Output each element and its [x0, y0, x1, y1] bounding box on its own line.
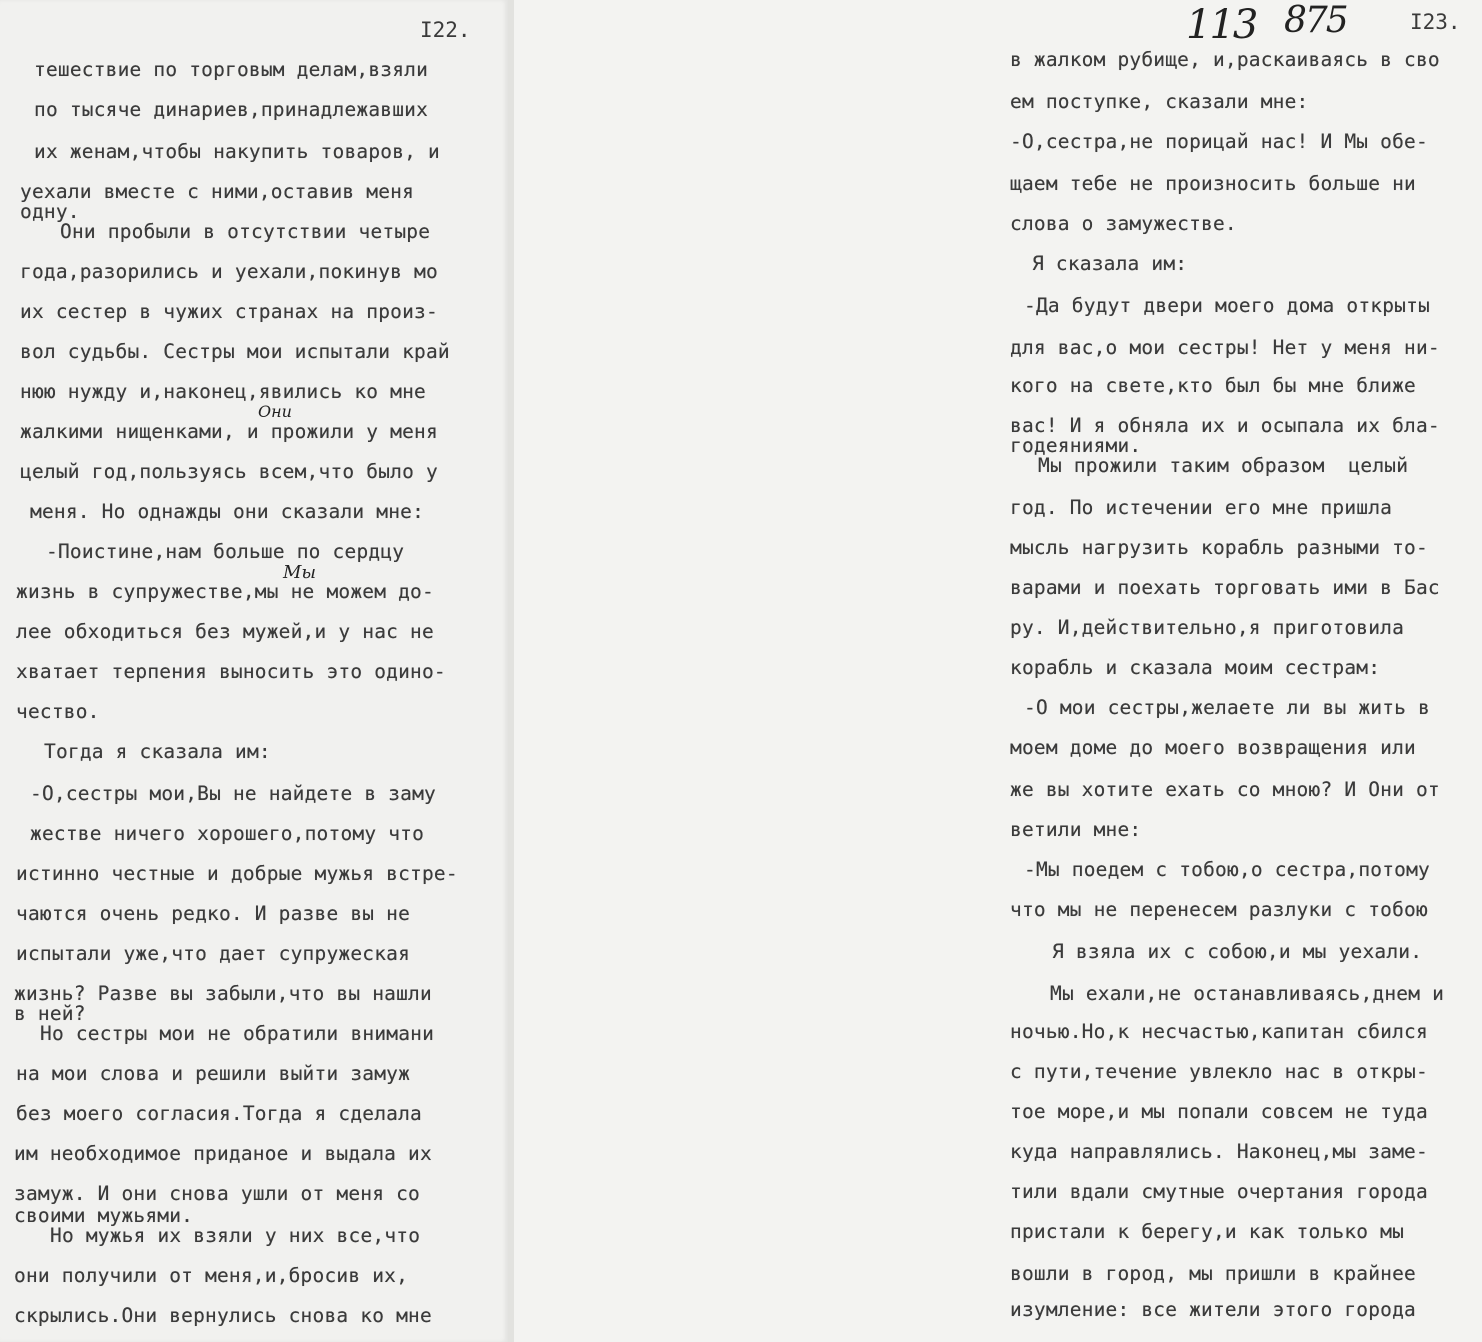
right-line: -Да будут двери моего дома открыты	[1024, 294, 1430, 317]
page-number-left: I22.	[420, 18, 471, 42]
left-line: чество.	[16, 700, 100, 723]
left-line: Но мужья их взяли у них все,что	[50, 1224, 421, 1247]
right-line: Я взяла их с собою,и мы уехали.	[1052, 940, 1423, 963]
archive-number-1: 113	[1186, 2, 1257, 48]
right-line: слова о замужестве.	[1010, 212, 1237, 235]
right-line: что мы не перенесем разлуки с тобою	[1010, 898, 1428, 921]
right-line: с пути,течение увлекло нас в откры-	[1010, 1060, 1428, 1083]
right-line: пристали к берегу,и как только мы	[1010, 1220, 1405, 1243]
left-line: одну.	[20, 200, 80, 223]
left-line: замуж. И они снова ушли от меня со	[14, 1182, 420, 1205]
right-line: в жалком рубище, и,раскаиваясь в сво	[1010, 48, 1440, 71]
left-line: их женам,чтобы накупить товаров, и	[34, 140, 440, 163]
left-line: они получили от меня,и,бросив их,	[14, 1264, 409, 1287]
left-line: тешествие по торговым делам,взяли	[34, 58, 429, 81]
left-line: нюю нужду и,наконец,явились ко мне	[20, 380, 426, 403]
right-line: моем доме до моего возвращения или	[1010, 736, 1416, 759]
right-line: изумление: все жители этого города	[1010, 1298, 1416, 1321]
left-line: чаются очень редко. И разве вы не	[16, 902, 411, 925]
right-line: год. По истечении его мне пришла	[1010, 496, 1393, 519]
left-page	[0, 0, 508, 1342]
left-line: без моего согласия.Тогда я сделала	[16, 1102, 422, 1125]
left-line: года,разорились и уехали,покинув мо	[20, 260, 438, 283]
left-line: Они пробыли в отсутствии четыре	[60, 220, 431, 243]
right-line: тое море,и мы попали совсем не туда	[1010, 1100, 1428, 1123]
left-line: лее обходиться без мужей,и у нас не	[16, 620, 434, 643]
right-line: же вы хотите ехать со мною? И Они от	[1010, 778, 1440, 801]
right-line: Я сказала им:	[1032, 252, 1188, 275]
right-line: кого на свете,кто был бы мне ближе	[1010, 374, 1416, 397]
right-line: куда направлялись. Наконец,мы заме-	[1010, 1140, 1428, 1163]
right-line: годеяниями.	[1010, 434, 1142, 457]
left-line: жестве ничего хорошего,потому что	[30, 822, 425, 845]
left-line: Но сестры мои не обратили внимани	[40, 1022, 435, 1045]
right-line: ем поступке, сказали мне:	[1010, 90, 1309, 113]
right-line: -О мои сестры,желаете ли вы жить в	[1024, 696, 1430, 719]
right-line: ветили мне:	[1010, 818, 1142, 841]
left-line: жизнь? Разве вы забыли,что вы нашли	[14, 982, 432, 1005]
page-number-right: I23.	[1410, 10, 1461, 34]
left-line: меня. Но однажды они сказали мне:	[30, 500, 425, 523]
left-line: на мои слова и решили выйти замуж	[16, 1062, 411, 1085]
right-line: мысль нагрузить корабль разными то-	[1010, 536, 1428, 559]
left-line: по тысяче динариев,принадлежавших	[34, 98, 429, 121]
left-line: испытали уже,что дает супружеская	[16, 942, 411, 965]
left-line: вол судьбы. Сестры мои испытали край	[20, 340, 450, 363]
handwritten-note-my: Мы	[283, 562, 317, 583]
left-line: хватает терпения выносить это одино-	[16, 660, 446, 683]
right-line: корабль и сказала моим сестрам:	[1010, 656, 1381, 679]
left-line: жалкими нищенками, и прожили у меня	[20, 420, 438, 443]
right-line: щаем тебе не произносить больше ни	[1010, 172, 1416, 195]
left-line: их сестер в чужих странах на произ-	[20, 300, 438, 323]
left-line: истинно честные и добрые мужья встре-	[16, 862, 458, 885]
left-line: -О,сестры мои,Вы не найдете в заму	[30, 782, 436, 805]
left-line: им необходимое приданое и выдала их	[14, 1142, 432, 1165]
right-line: ру. И,действительно,я приготовила	[1010, 616, 1405, 639]
left-line: скрылись.Они вернулись снова ко мне	[14, 1304, 432, 1327]
left-line: Тогда я сказала им:	[44, 740, 271, 763]
right-line: Мы прожили таким образом целый	[1038, 454, 1409, 477]
right-line: вошли в город, мы пришли в крайнее	[1010, 1262, 1416, 1285]
left-line: жизнь в супружестве,мы не можем до-	[16, 580, 434, 603]
right-line: Мы ехали,не останавливаясь,днем и	[1050, 982, 1445, 1005]
right-line: вас! И я обняла их и осыпала их бла-	[1010, 414, 1440, 437]
left-line: целый год,пользуясь всем,что было у	[20, 460, 438, 483]
left-line: в ней?	[14, 1002, 86, 1025]
right-line: -Мы поедем с тобою,о сестра,потому	[1024, 858, 1430, 881]
handwritten-note-oni: Они	[258, 402, 292, 421]
left-line: своими мужьями.	[14, 1204, 194, 1227]
right-line: тили вдали смутные очертания города	[1010, 1180, 1428, 1203]
right-line: для вас,о мои сестры! Нет у меня ни-	[1010, 336, 1440, 359]
left-line: уехали вместе с ними,оставив меня	[20, 180, 415, 203]
archive-number-2: 875	[1284, 0, 1347, 41]
right-page	[514, 0, 1482, 1342]
left-line: -Поистине,нам больше по сердцу	[46, 540, 405, 563]
right-line: -О,сестра,не порицай нас! И Мы обе-	[1010, 130, 1428, 153]
right-line: ночью.Но,к несчастью,капитан сбился	[1010, 1020, 1428, 1043]
right-line: варами и поехать торговать ими в Бас	[1010, 576, 1440, 599]
